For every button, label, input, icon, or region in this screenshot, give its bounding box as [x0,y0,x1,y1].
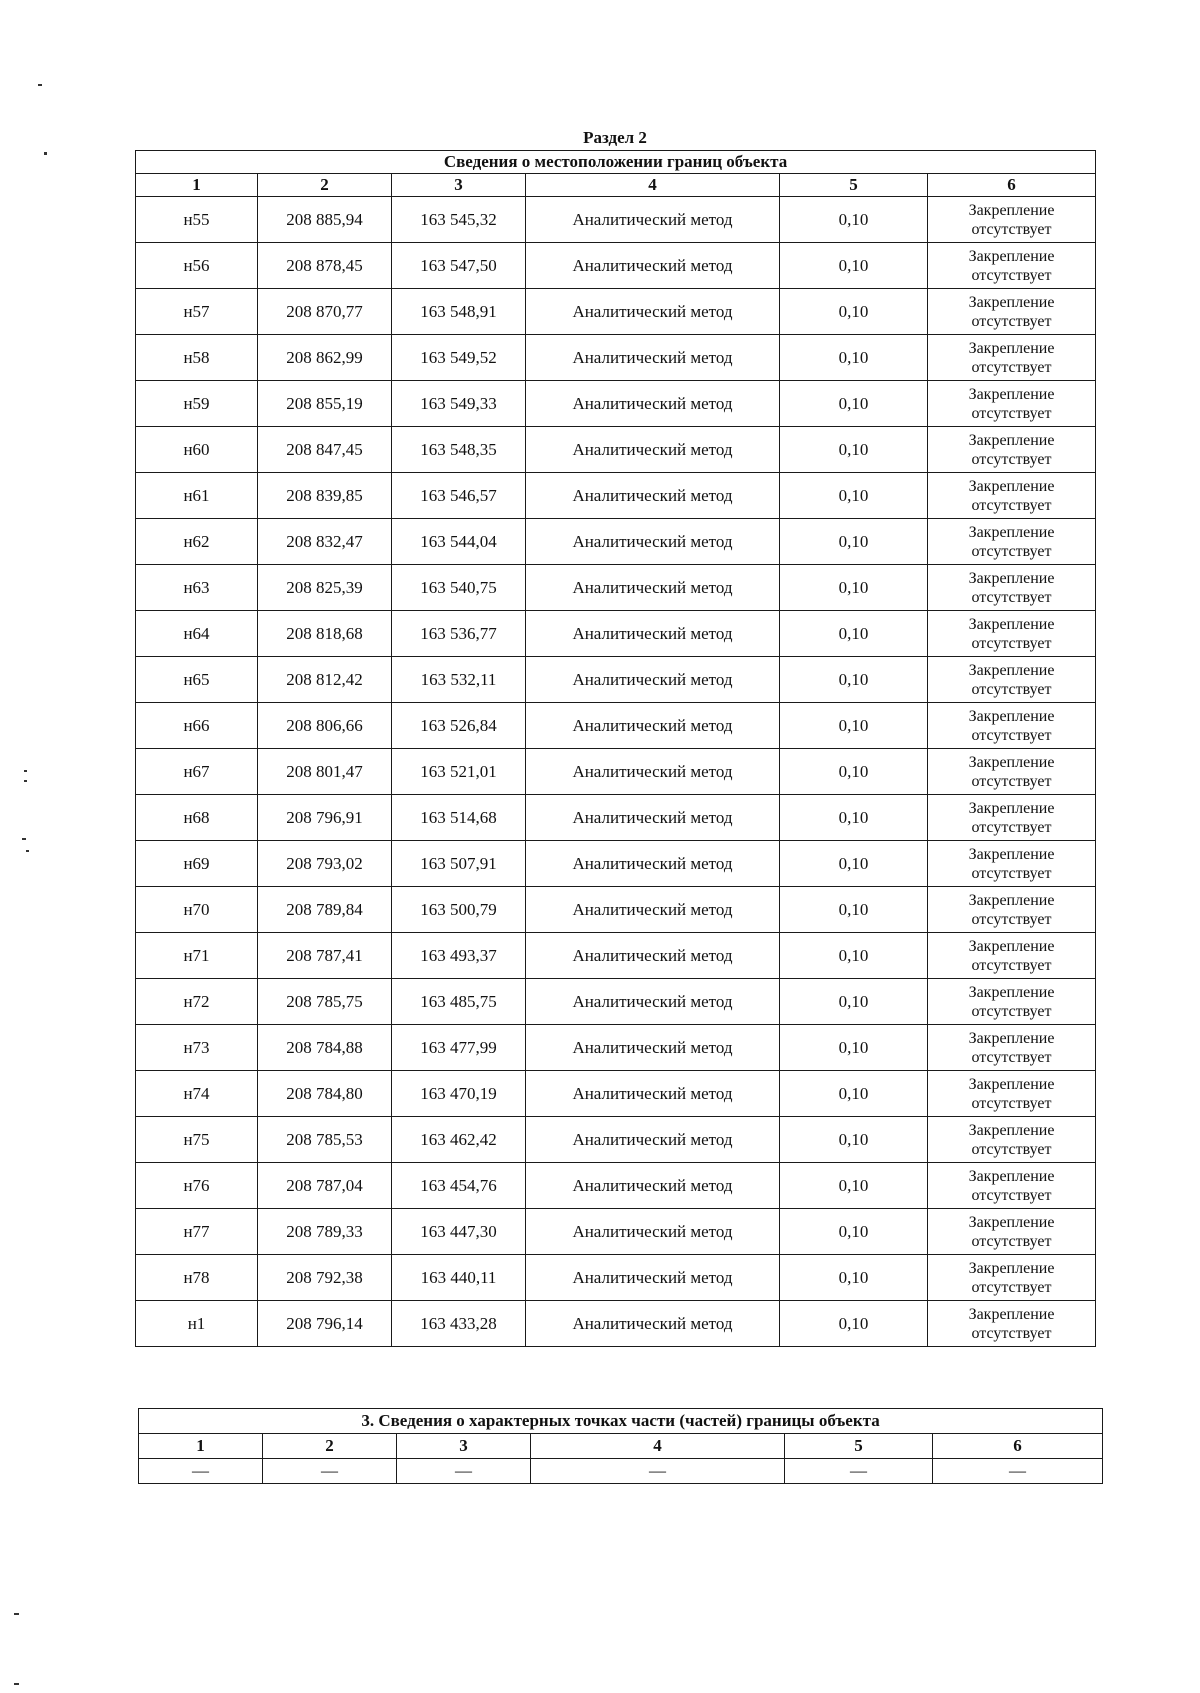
column-number: 2 [263,1434,397,1459]
accuracy-cell: 0,10 [780,703,928,749]
fixing-description-cell: Закрепление отсутствует [928,1301,1096,1347]
column-number: 1 [139,1434,263,1459]
accuracy-cell: 0,10 [780,381,928,427]
point-number-cell: н67 [136,749,258,795]
table-row [136,381,1096,427]
point-number-cell: н62 [136,519,258,565]
coordinate-x-cell: 208 812,42 [258,657,392,703]
method-cell: Аналитический метод [526,289,780,335]
fixing-description-cell: Закрепление отсутствует [928,749,1096,795]
fixing-description-cell: Закрепление отсутствует [928,1071,1096,1117]
table-row [136,473,1096,519]
coordinate-y-cell: 163 470,19 [392,1071,526,1117]
method-cell: Аналитический метод [526,841,780,887]
coordinate-x-cell: 208 825,39 [258,565,392,611]
point-number-cell: н57 [136,289,258,335]
method-cell: Аналитический метод [526,519,780,565]
point-number-cell: н68 [136,795,258,841]
empty-cell: — [785,1459,933,1484]
table-caption: 3. Сведения о характерных точках части (частей) границы объекта [139,1409,1103,1434]
coordinate-y-cell: 163 440,11 [392,1255,526,1301]
fixing-description-cell: Закрепление отсутствует [928,841,1096,887]
table-row [136,1301,1096,1347]
accuracy-cell: 0,10 [780,795,928,841]
accuracy-cell: 0,10 [780,933,928,979]
table-row [136,887,1096,933]
coordinate-x-cell: 208 839,85 [258,473,392,519]
fixing-description-cell: Закрепление отсутствует [928,1255,1096,1301]
coordinate-y-cell: 163 477,99 [392,1025,526,1071]
coordinate-x-cell: 208 787,41 [258,933,392,979]
table-row [136,519,1096,565]
section-title: Раздел 2 [583,128,647,147]
fixing-description-cell: Закрепление отсутствует [928,887,1096,933]
point-number-cell: н55 [136,197,258,243]
coordinate-y-cell: 163 514,68 [392,795,526,841]
accuracy-cell: 0,10 [780,1301,928,1347]
column-number: 4 [531,1434,785,1459]
accuracy-cell: 0,10 [780,657,928,703]
fixing-description-cell: Закрепление отсутствует [928,565,1096,611]
accuracy-cell: 0,10 [780,473,928,519]
coordinate-x-cell: 208 832,47 [258,519,392,565]
coordinate-y-cell: 163 447,30 [392,1209,526,1255]
table-row [136,1071,1096,1117]
method-cell: Аналитический метод [526,749,780,795]
table-row [136,335,1096,381]
scan-speck [24,780,27,782]
table-caption-row [139,1409,1103,1434]
fixing-description-cell: Закрепление отсутствует [928,289,1096,335]
scan-speck [14,1613,19,1615]
method-cell: Аналитический метод [526,335,780,381]
coordinate-x-cell: 208 806,66 [258,703,392,749]
coordinate-y-cell: 163 485,75 [392,979,526,1025]
accuracy-cell: 0,10 [780,243,928,289]
fixing-description-cell: Закрепление отсутствует [928,197,1096,243]
accuracy-cell: 0,10 [780,335,928,381]
accuracy-cell: 0,10 [780,565,928,611]
column-number: 5 [785,1434,933,1459]
method-cell: Аналитический метод [526,1255,780,1301]
method-cell: Аналитический метод [526,565,780,611]
coordinate-y-cell: 163 454,76 [392,1163,526,1209]
method-cell: Аналитический метод [526,197,780,243]
coordinate-x-cell: 208 785,75 [258,979,392,1025]
method-cell: Аналитический метод [526,1117,780,1163]
table-row [136,1117,1096,1163]
point-number-cell: н76 [136,1163,258,1209]
coordinate-y-cell: 163 493,37 [392,933,526,979]
coordinate-y-cell: 163 521,01 [392,749,526,795]
coordinate-x-cell: 208 847,45 [258,427,392,473]
method-cell: Аналитический метод [526,1025,780,1071]
table-row [136,1255,1096,1301]
method-cell: Аналитический метод [526,381,780,427]
point-number-cell: н59 [136,381,258,427]
point-number-cell: н69 [136,841,258,887]
accuracy-cell: 0,10 [780,1163,928,1209]
accuracy-cell: 0,10 [780,289,928,335]
accuracy-cell: 0,10 [780,1025,928,1071]
accuracy-cell: 0,10 [780,979,928,1025]
coordinate-x-cell: 208 793,02 [258,841,392,887]
accuracy-cell: 0,10 [780,1071,928,1117]
accuracy-cell: 0,10 [780,197,928,243]
point-number-cell: н65 [136,657,258,703]
fixing-description-cell: Закрепление отсутствует [928,611,1096,657]
coordinate-y-cell: 163 549,33 [392,381,526,427]
table-row [136,795,1096,841]
column-number: 3 [397,1434,531,1459]
fixing-description-cell: Закрепление отсутствует [928,381,1096,427]
method-cell: Аналитический метод [526,887,780,933]
accuracy-cell: 0,10 [780,519,928,565]
coordinate-x-cell: 208 792,38 [258,1255,392,1301]
column-number: 4 [526,174,780,197]
method-cell: Аналитический метод [526,1163,780,1209]
coordinate-y-cell: 163 536,77 [392,611,526,657]
coordinate-x-cell: 208 855,19 [258,381,392,427]
column-number: 2 [258,174,392,197]
empty-cell: — [531,1459,785,1484]
point-number-cell: н72 [136,979,258,1025]
table-row [136,243,1096,289]
point-number-cell: н71 [136,933,258,979]
method-cell: Аналитический метод [526,795,780,841]
coordinate-x-cell: 208 801,47 [258,749,392,795]
fixing-description-cell: Закрепление отсутствует [928,933,1096,979]
point-number-cell: н56 [136,243,258,289]
fixing-description-cell: Закрепление отсутствует [928,1025,1096,1071]
method-cell: Аналитический метод [526,1071,780,1117]
method-cell: Аналитический метод [526,657,780,703]
accuracy-cell: 0,10 [780,841,928,887]
scan-speck [22,838,26,840]
coordinate-y-cell: 163 549,52 [392,335,526,381]
column-number: 6 [928,174,1096,197]
coordinate-x-cell: 208 796,14 [258,1301,392,1347]
coordinate-x-cell: 208 796,91 [258,795,392,841]
column-number: 6 [933,1434,1103,1459]
coordinate-x-cell: 208 789,84 [258,887,392,933]
coordinate-x-cell: 208 878,45 [258,243,392,289]
coordinate-x-cell: 208 862,99 [258,335,392,381]
fixing-description-cell: Закрепление отсутствует [928,427,1096,473]
accuracy-cell: 0,10 [780,611,928,657]
table-row [136,703,1096,749]
method-cell: Аналитический метод [526,427,780,473]
column-number: 1 [136,174,258,197]
fixing-description-cell: Закрепление отсутствует [928,1117,1096,1163]
table-row [136,289,1096,335]
point-number-cell: н60 [136,427,258,473]
point-number-cell: н74 [136,1071,258,1117]
table-row [139,1459,1103,1484]
method-cell: Аналитический метод [526,703,780,749]
table-row [136,841,1096,887]
table-row [136,749,1096,795]
coordinate-x-cell: 208 785,53 [258,1117,392,1163]
table-row [136,1163,1096,1209]
fixing-description-cell: Закрепление отсутствует [928,979,1096,1025]
coordinate-y-cell: 163 548,91 [392,289,526,335]
accuracy-cell: 0,10 [780,1209,928,1255]
scan-speck [38,84,42,86]
empty-cell: — [933,1459,1103,1484]
table-row [136,427,1096,473]
coordinate-x-cell: 208 789,33 [258,1209,392,1255]
table-caption: Сведения о местоположении границ объекта [136,151,1096,174]
method-cell: Аналитический метод [526,611,780,657]
coordinate-y-cell: 163 532,11 [392,657,526,703]
coordinate-y-cell: 163 507,91 [392,841,526,887]
coordinate-x-cell: 208 870,77 [258,289,392,335]
table-row [136,1209,1096,1255]
point-number-cell: н61 [136,473,258,519]
point-number-cell: н1 [136,1301,258,1347]
coordinate-y-cell: 163 526,84 [392,703,526,749]
boundary-points-table [135,150,1096,1347]
fixing-description-cell: Закрепление отсутствует [928,519,1096,565]
method-cell: Аналитический метод [526,1209,780,1255]
point-number-cell: н63 [136,565,258,611]
coordinate-x-cell: 208 885,94 [258,197,392,243]
table-row [136,611,1096,657]
table-row [136,197,1096,243]
column-number: 5 [780,174,928,197]
point-number-cell: н66 [136,703,258,749]
method-cell: Аналитический метод [526,979,780,1025]
table-row [136,657,1096,703]
empty-cell: — [139,1459,263,1484]
scan-speck [26,850,29,852]
fixing-description-cell: Закрепление отсутствует [928,795,1096,841]
method-cell: Аналитический метод [526,933,780,979]
fixing-description-cell: Закрепление отсутствует [928,473,1096,519]
coordinate-y-cell: 163 540,75 [392,565,526,611]
scan-speck [14,1683,19,1685]
part-points-table [138,1408,1103,1484]
accuracy-cell: 0,10 [780,1255,928,1301]
column-number-row [136,174,1096,197]
point-number-cell: н58 [136,335,258,381]
empty-cell: — [397,1459,531,1484]
accuracy-cell: 0,10 [780,887,928,933]
coordinate-y-cell: 163 547,50 [392,243,526,289]
coordinate-y-cell: 163 546,57 [392,473,526,519]
coordinate-x-cell: 208 784,80 [258,1071,392,1117]
scan-speck [24,770,27,772]
table-row [136,565,1096,611]
coordinate-y-cell: 163 433,28 [392,1301,526,1347]
coordinate-x-cell: 208 787,04 [258,1163,392,1209]
table-row [136,1025,1096,1071]
point-number-cell: н70 [136,887,258,933]
coordinate-y-cell: 163 548,35 [392,427,526,473]
fixing-description-cell: Закрепление отсутствует [928,703,1096,749]
accuracy-cell: 0,10 [780,1117,928,1163]
coordinate-y-cell: 163 545,32 [392,197,526,243]
table-caption-row [136,151,1096,174]
coordinate-x-cell: 208 784,88 [258,1025,392,1071]
point-number-cell: н78 [136,1255,258,1301]
point-number-cell: н73 [136,1025,258,1071]
coordinate-y-cell: 163 500,79 [392,887,526,933]
empty-cell: — [263,1459,397,1484]
method-cell: Аналитический метод [526,1301,780,1347]
accuracy-cell: 0,10 [780,749,928,795]
fixing-description-cell: Закрепление отсутствует [928,657,1096,703]
boundary-points-table-body [136,151,1096,1347]
fixing-description-cell: Закрепление отсутствует [928,243,1096,289]
method-cell: Аналитический метод [526,243,780,289]
coordinate-y-cell: 163 462,42 [392,1117,526,1163]
accuracy-cell: 0,10 [780,427,928,473]
point-number-cell: н64 [136,611,258,657]
coordinate-y-cell: 163 544,04 [392,519,526,565]
point-number-cell: н75 [136,1117,258,1163]
point-number-cell: н77 [136,1209,258,1255]
method-cell: Аналитический метод [526,473,780,519]
table-row [136,979,1096,1025]
coordinate-x-cell: 208 818,68 [258,611,392,657]
scan-speck [44,152,47,155]
column-number-row [139,1434,1103,1459]
fixing-description-cell: Закрепление отсутствует [928,335,1096,381]
table-row [136,933,1096,979]
fixing-description-cell: Закрепление отсутствует [928,1163,1096,1209]
column-number: 3 [392,174,526,197]
fixing-description-cell: Закрепление отсутствует [928,1209,1096,1255]
